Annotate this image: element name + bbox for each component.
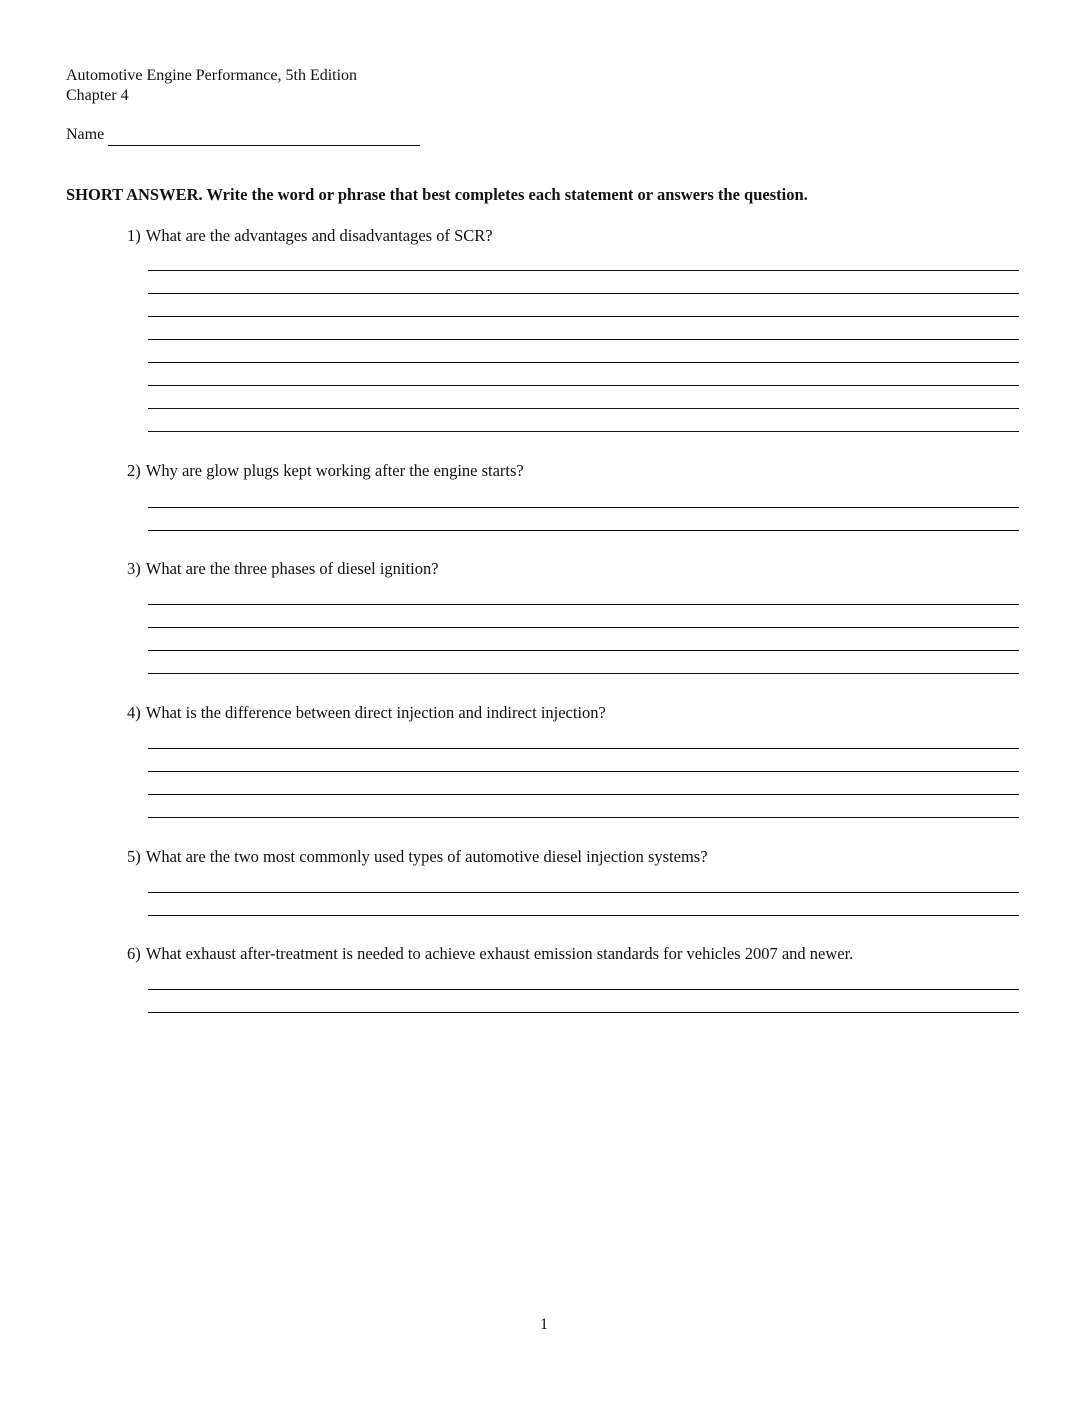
question-2 — [127, 461, 524, 481]
question-number: 6) — [127, 944, 141, 963]
answer-line[interactable] — [148, 817, 1019, 818]
answer-line[interactable] — [148, 627, 1019, 628]
answer-line[interactable] — [148, 604, 1019, 605]
answer-line[interactable] — [148, 989, 1019, 990]
question-text: What are the advantages and disadvantages of SCR? — [145, 226, 493, 245]
answer-line[interactable] — [148, 408, 1019, 409]
answer-line[interactable] — [148, 339, 1019, 340]
question-text: What are the three phases of diesel ignition? — [145, 559, 439, 578]
answer-line[interactable] — [148, 748, 1019, 749]
answer-line[interactable] — [148, 431, 1019, 432]
answer-line[interactable] — [148, 530, 1019, 531]
page-number: 1 — [540, 1316, 548, 1333]
question-1 — [127, 226, 493, 246]
question-text: What exhaust after-treatment is needed to achieve exhaust emission standards for vehicles 2007 and newer. — [145, 944, 854, 963]
answer-line[interactable] — [148, 650, 1019, 651]
answer-line[interactable] — [148, 316, 1019, 317]
answer-line[interactable] — [148, 270, 1019, 271]
question-text: What is the difference between direct injection and indirect injection? — [145, 703, 606, 722]
answer-line[interactable] — [148, 385, 1019, 386]
answer-line[interactable] — [148, 892, 1019, 893]
instructions-text: SHORT ANSWER. Write the word or phrase that best completes each statement or answers the question. — [66, 185, 808, 204]
question-number: 5) — [127, 847, 141, 866]
question-6 — [127, 944, 853, 964]
chapter-label: Chapter 4 — [66, 87, 129, 104]
question-4 — [127, 703, 606, 723]
answer-line[interactable] — [148, 771, 1019, 772]
book-title: Automotive Engine Performance, 5th Edition — [66, 67, 358, 84]
answer-line[interactable] — [148, 915, 1019, 916]
question-5 — [127, 847, 708, 867]
question-text: What are the two most commonly used types of automotive diesel injection systems? — [145, 847, 708, 866]
answer-line[interactable] — [148, 507, 1019, 508]
answer-line[interactable] — [148, 293, 1019, 294]
question-text: Why are glow plugs kept working after the engine starts? — [145, 461, 524, 480]
question-number: 4) — [127, 703, 141, 722]
question-3 — [127, 559, 439, 579]
answer-line[interactable] — [148, 673, 1019, 674]
answer-line[interactable] — [148, 362, 1019, 363]
answer-line[interactable] — [148, 794, 1019, 795]
question-number: 2) — [127, 461, 141, 480]
answer-line[interactable] — [148, 1012, 1019, 1013]
question-number: 1) — [127, 226, 141, 245]
name-field-line[interactable] — [108, 145, 420, 146]
question-number: 3) — [127, 559, 141, 578]
name-label: Name — [66, 126, 105, 143]
